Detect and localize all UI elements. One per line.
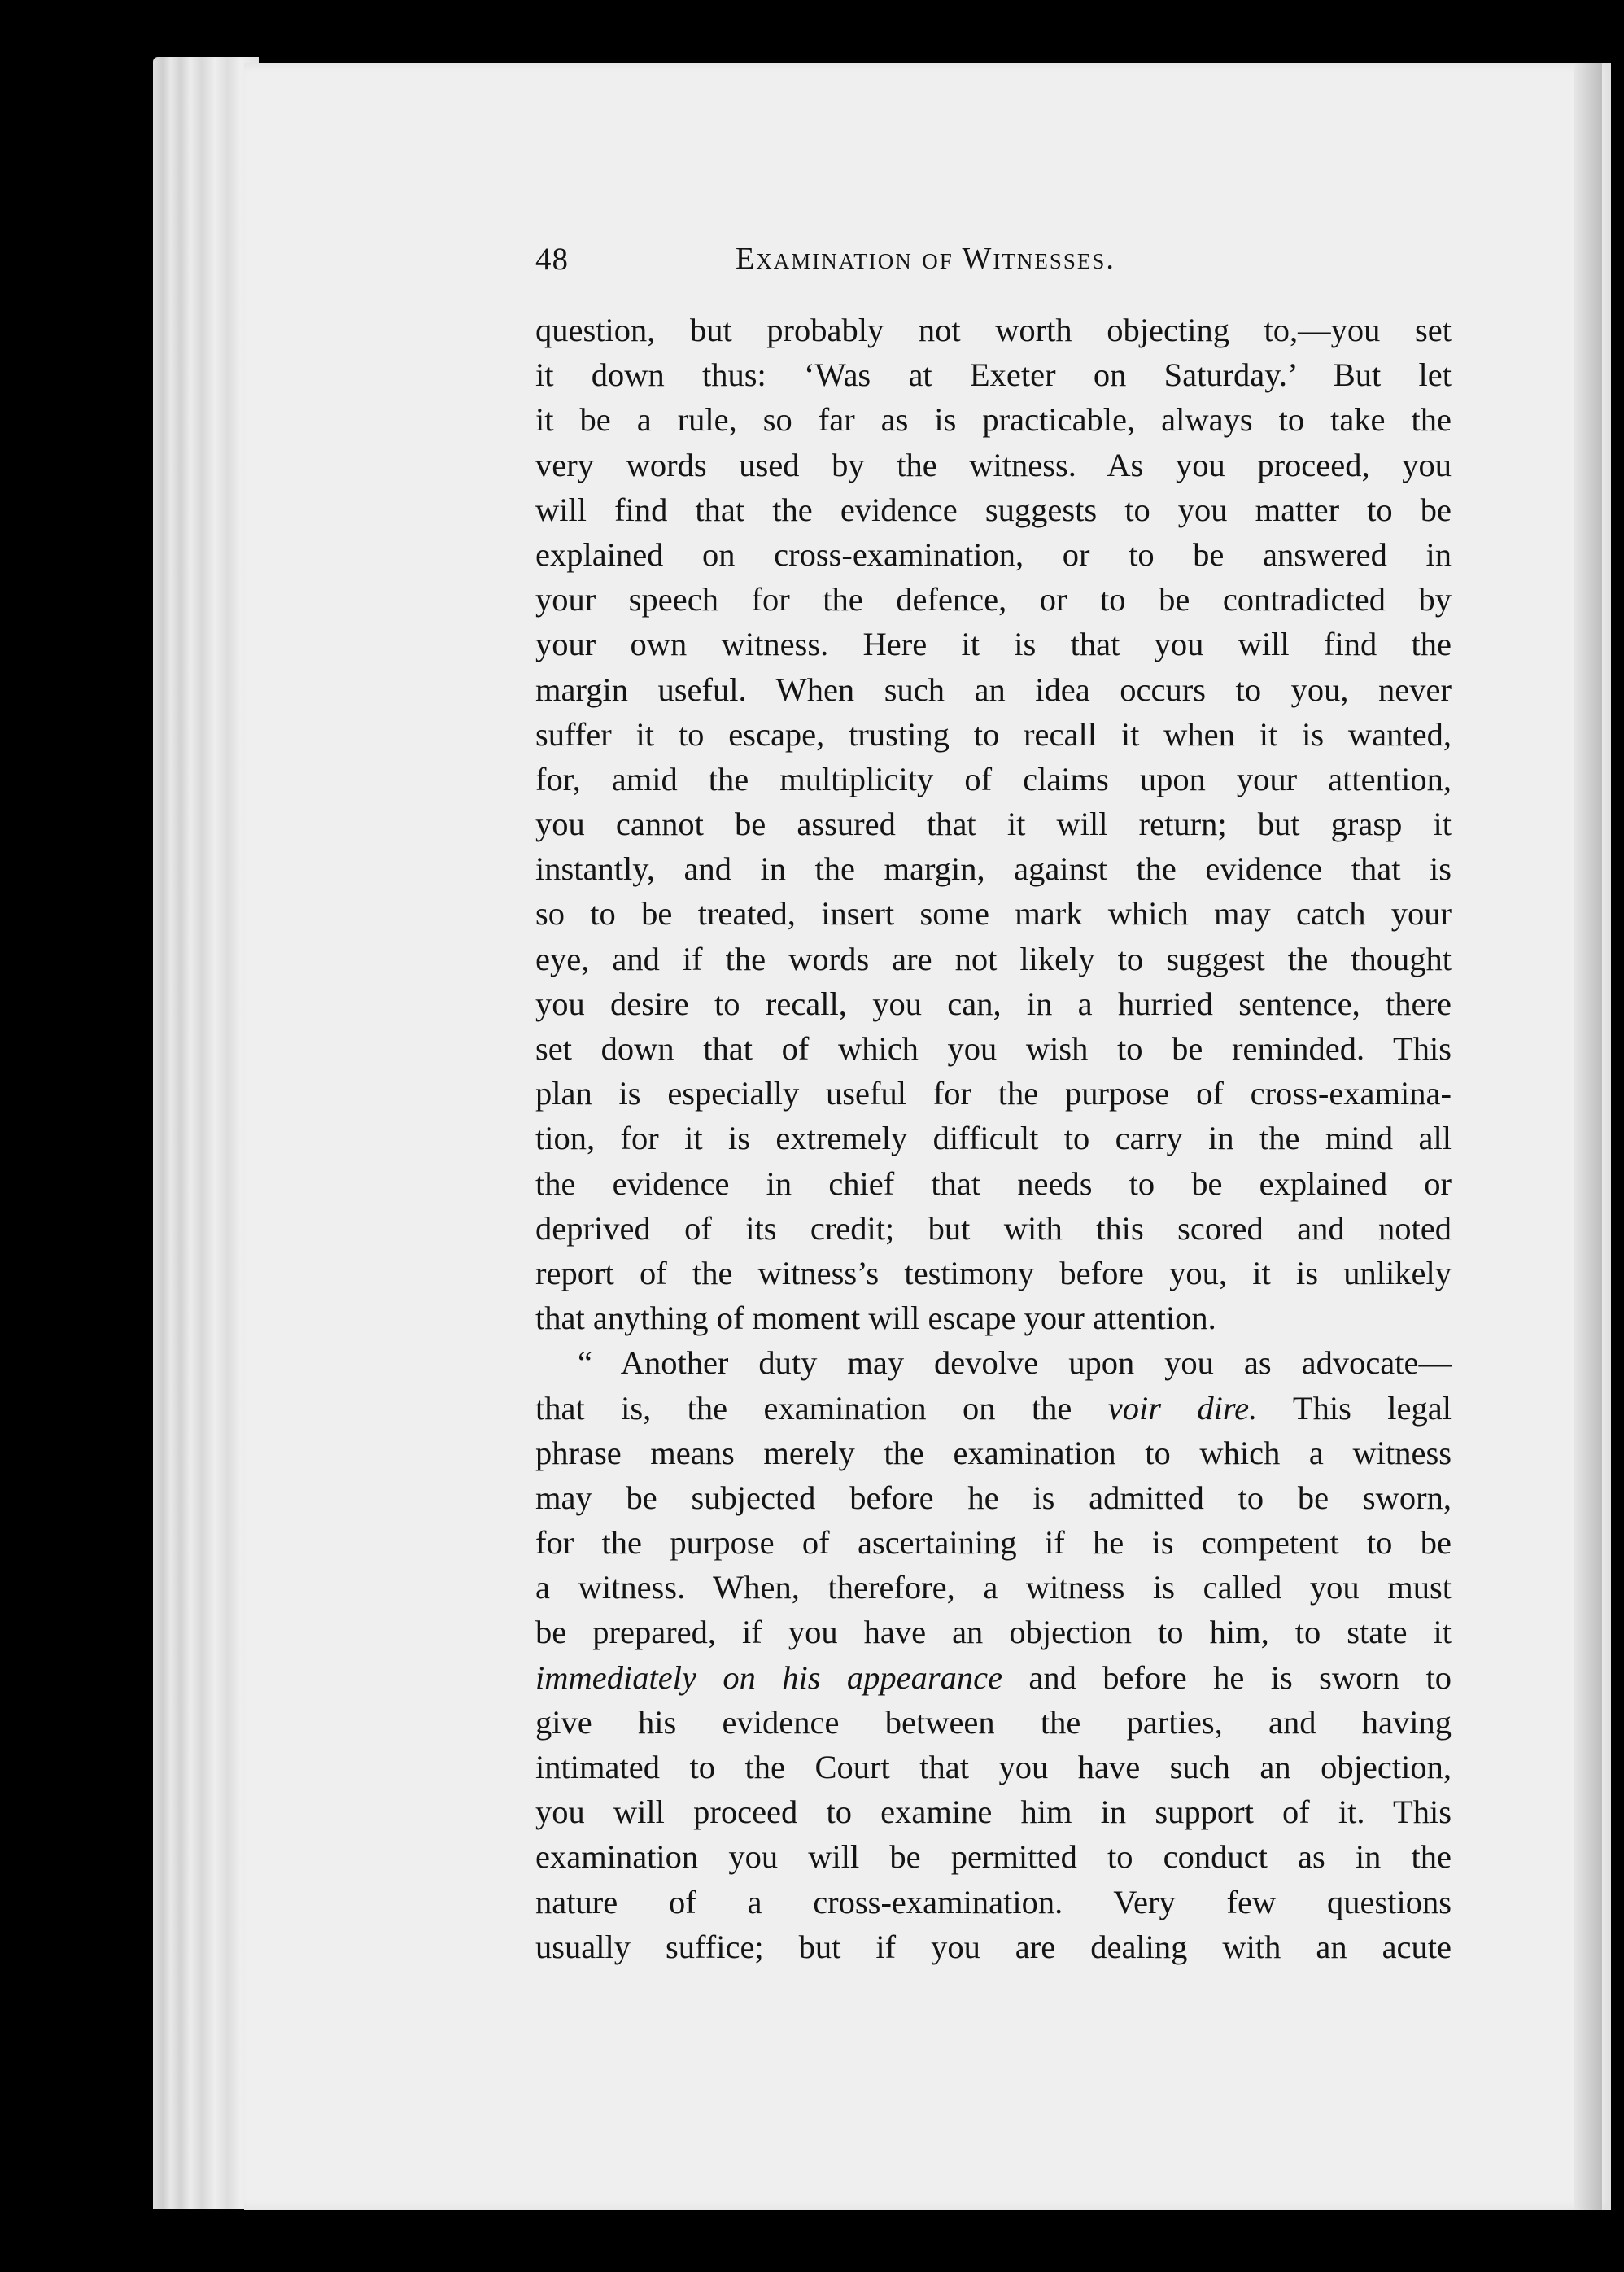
text-span: and before he is sworn to — [1002, 1658, 1452, 1696]
text-line: question, but probably not worth objecting to,—you set — [535, 312, 1452, 348]
text-line: may be subjected before he is admitted to be sworn, — [535, 1479, 1452, 1516]
text-line: suffer it to escape, trusting to recall it when it is wanted, — [535, 715, 1452, 753]
text-line: for, amid the multiplicity of claims upon your attention, — [535, 760, 1452, 797]
text-line: for the purpose of ascertaining if he is competent to be — [535, 1524, 1452, 1562]
text-line: it be a rule, so far as is practicable, always to take the — [535, 401, 1452, 439]
text-line: nature of a cross-examination. Very few questions — [535, 1883, 1452, 1920]
text-line: instantly, and in the margin, against the evidence that is — [535, 850, 1452, 888]
text-line: phrase means merely the examination to which a witness — [535, 1434, 1452, 1471]
text-line: very words used by the witness. As you proceed, you — [535, 446, 1452, 483]
text-line: explained on cross-examination, or to be answered in — [535, 535, 1452, 573]
paragraph-start-line: “ Another duty may devolve upon you as advocate— — [578, 1344, 1452, 1382]
page-stack-edges — [153, 57, 259, 2209]
text-line: you cannot be assured that it will return; but grasp it — [535, 806, 1452, 843]
text-line: the evidence in chief that needs to be explained or — [535, 1164, 1452, 1202]
text-line: give his evidence between the parties, and having — [535, 1703, 1452, 1741]
text-line: usually suffice; but if you are dealing with an acute — [535, 1928, 1452, 1965]
text-line: your speech for the defence, or to be contradicted by — [535, 581, 1452, 618]
running-head: Examination of Witnesses. — [736, 242, 1115, 276]
text-line: you will proceed to examine him in support of it. This — [535, 1794, 1452, 1831]
text-line: you desire to recall, you can, in a hurried sentence, there — [535, 985, 1452, 1022]
text-line: margin useful. When such an idea occurs to you, never — [535, 671, 1452, 708]
text-line: a witness. When, therefore, a witness is called you must — [535, 1569, 1452, 1606]
italic-phrase: immediately on his appearance — [535, 1658, 1003, 1696]
page-number: 48 — [535, 242, 569, 277]
text-line: will find that the evidence suggests to you matter to be — [535, 491, 1452, 528]
italic-phrase: voir dire. — [1107, 1389, 1258, 1427]
text-line: tion, for it is extremely difficult to carry in the mind all — [535, 1120, 1452, 1157]
text-line: be prepared, if you have an objection to him, to state it — [535, 1614, 1452, 1651]
text-line: report of the witness’s testimony before you, it is unlikely — [535, 1254, 1452, 1291]
text-line — [535, 1386, 1452, 1431]
text-line: your own witness. Here it is that you will find the — [535, 626, 1452, 663]
text-line: that anything of moment will escape your attention. — [535, 1300, 1216, 1337]
page-gutter-shadow — [1574, 63, 1602, 2210]
text-span: that is, the examination on the — [535, 1389, 1108, 1427]
page-header — [535, 241, 1455, 290]
text-line: set down that of which you wish to be reminded. This — [535, 1030, 1452, 1067]
text-line: intimated to the Court that you have such an objection, — [535, 1749, 1452, 1785]
text-line: so to be treated, insert some mark which may catch your — [535, 895, 1452, 933]
text-line: it down thus: ‘Was at Exeter on Saturday.’ But let — [535, 356, 1452, 394]
text-span: This legal — [1257, 1389, 1452, 1427]
text-line: deprived of its credit; but with this scored and noted — [535, 1209, 1452, 1247]
text-line: examination you will be permitted to conduct as in the — [535, 1838, 1452, 1876]
body-text — [535, 308, 1452, 1969]
text-line: eye, and if the words are not likely to suggest the thought — [535, 940, 1452, 977]
text-line — [535, 1655, 1452, 1700]
text-line: plan is especially useful for the purpose of cross-examina- — [535, 1075, 1452, 1112]
